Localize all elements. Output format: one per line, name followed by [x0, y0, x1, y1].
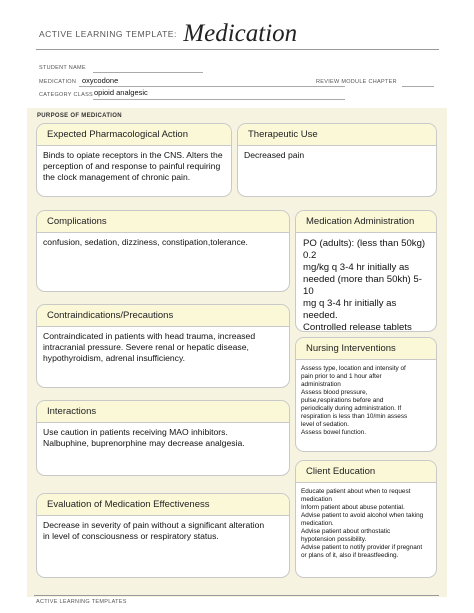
interactions-title: Interactions	[37, 401, 289, 423]
nursing-interventions-title: Nursing Interventions	[296, 338, 436, 360]
evaluation-line: Decrease in severity of pain without a significant alteration	[43, 520, 265, 530]
medication-administration-card	[295, 210, 437, 332]
therapeutic-use-card	[237, 123, 437, 197]
client-education-body[interactable]	[296, 483, 436, 565]
interactions-line: Nalbuphine, buprenorphine may decrease analgesia.	[43, 438, 245, 448]
client-education-line: Advise patient about orthostatic	[301, 528, 391, 535]
complications-card	[36, 210, 290, 292]
client-education-card	[295, 460, 437, 578]
therapeutic-use-line: Decreased pain	[244, 150, 305, 160]
client-education-line: medication.	[301, 520, 334, 527]
client-education-title: Client Education	[296, 461, 436, 483]
nursing-interventions-line: administration	[301, 381, 341, 388]
expected-action-card	[36, 123, 232, 197]
student-name-field[interactable]	[39, 65, 86, 71]
nursing-interventions-line: pulse,respirations before and	[301, 397, 384, 404]
nursing-interventions-line: periodically during administration. If	[301, 405, 402, 412]
expected-action-body[interactable]	[37, 146, 231, 187]
contraindications-line: intracranial pressure. Severe renal or hepatic disease,	[43, 342, 249, 352]
nursing-interventions-line: pain prior to and 1 hour after	[301, 373, 382, 380]
medication-administration-line: needed (more than 50kh) 5-10	[303, 274, 422, 297]
title-divider	[36, 49, 439, 50]
student-name-label: STUDENT NAME	[39, 65, 86, 71]
purpose-heading: PURPOSE OF MEDICATION	[37, 113, 122, 119]
contraindications-line: Contraindicated in patients with head trauma, increased	[43, 331, 256, 341]
complications-body[interactable]	[37, 233, 289, 252]
expected-action-line: the clock management of chronic pain.	[43, 172, 191, 182]
nursing-interventions-line: respiration is less than 10/min assess	[301, 413, 408, 420]
nursing-interventions-line: level of sedation.	[301, 421, 349, 428]
nursing-interventions-line: Assess bowel function.	[301, 429, 367, 436]
medication-administration-title: Medication Administration	[296, 211, 436, 233]
contraindications-title: Contraindications/Precautions	[37, 305, 289, 327]
category-class-label: CATEGORY CLASS	[39, 92, 94, 98]
contraindications-card	[36, 304, 290, 388]
evaluation-body[interactable]	[37, 516, 289, 546]
footer-divider	[34, 595, 439, 596]
medication-field[interactable]	[39, 76, 119, 85]
review-module-label: REVIEW MODULE CHAPTER	[316, 79, 397, 85]
template-prefix: ACTIVE LEARNING TEMPLATE:	[39, 29, 177, 39]
evaluation-title: Evaluation of Medication Effectiveness	[37, 494, 289, 516]
medication-value: oxycodone	[82, 76, 119, 85]
category-class-value: opioid analgesic	[94, 88, 148, 97]
client-education-line: medication	[301, 496, 332, 503]
client-education-line: Educate patient about when to request	[301, 488, 411, 495]
client-education-line: or plans of it, also if breastfeeding.	[301, 552, 399, 559]
medication-administration-line: PO (adults): (less than 50kg) 0.2	[303, 238, 426, 261]
client-education-line: Inform patient about abuse potential.	[301, 504, 405, 511]
medication-administration-line: Controlled release tablets	[303, 322, 412, 332]
therapeutic-use-title: Therapeutic Use	[238, 124, 436, 146]
evaluation-line: in level of consciousness or respiratory status.	[43, 531, 219, 541]
evaluation-card	[36, 493, 290, 578]
medication-administration-line: mg/kg q 3-4 hr initially as	[303, 262, 410, 273]
nursing-interventions-line: Assess blood pressure,	[301, 389, 368, 396]
medication-line	[79, 86, 345, 87]
medication-label: MEDICATION	[39, 79, 77, 85]
category-class-field[interactable]	[39, 88, 148, 98]
complications-line: confusion, sedation, dizziness, constipation,tolerance.	[43, 237, 248, 247]
student-name-line	[93, 72, 203, 73]
interactions-line: Use caution in patients receiving MAO inhibitors.	[43, 427, 228, 437]
medication-administration-line: mg q 3-4 hr initially as needed.	[303, 298, 397, 321]
client-education-line: hypotension possibility.	[301, 536, 367, 543]
interactions-card	[36, 400, 290, 476]
template-title: Medication	[183, 20, 298, 47]
expected-action-line: Binds to opiate receptors in the CNS. Alters the	[43, 150, 223, 160]
client-education-line: Advise patient to notify provider if pregnant	[301, 544, 423, 551]
contraindications-line: hypothyroidism, adrenal insufficiency.	[43, 353, 186, 363]
therapeutic-use-body[interactable]	[238, 146, 436, 165]
review-module-line	[402, 86, 434, 87]
expected-action-line: perception of and response to painful requiring	[43, 161, 221, 171]
nursing-interventions-line: Assess type, location and intensity of	[301, 365, 406, 372]
medication-administration-body[interactable]	[296, 233, 436, 332]
nursing-interventions-body[interactable]	[296, 360, 436, 442]
review-module-field[interactable]	[316, 79, 397, 85]
page-title	[39, 20, 297, 48]
nursing-interventions-card	[295, 337, 437, 452]
interactions-body[interactable]	[37, 423, 289, 453]
expected-action-title: Expected Pharmacological Action	[37, 124, 231, 146]
contraindications-body[interactable]	[37, 327, 289, 368]
client-education-line: Advise patient to avoid alcohol when taking	[301, 512, 424, 519]
category-class-line	[93, 99, 345, 100]
footer-text: ACTIVE LEARNING TEMPLATES	[36, 599, 127, 605]
complications-title: Complications	[37, 211, 289, 233]
